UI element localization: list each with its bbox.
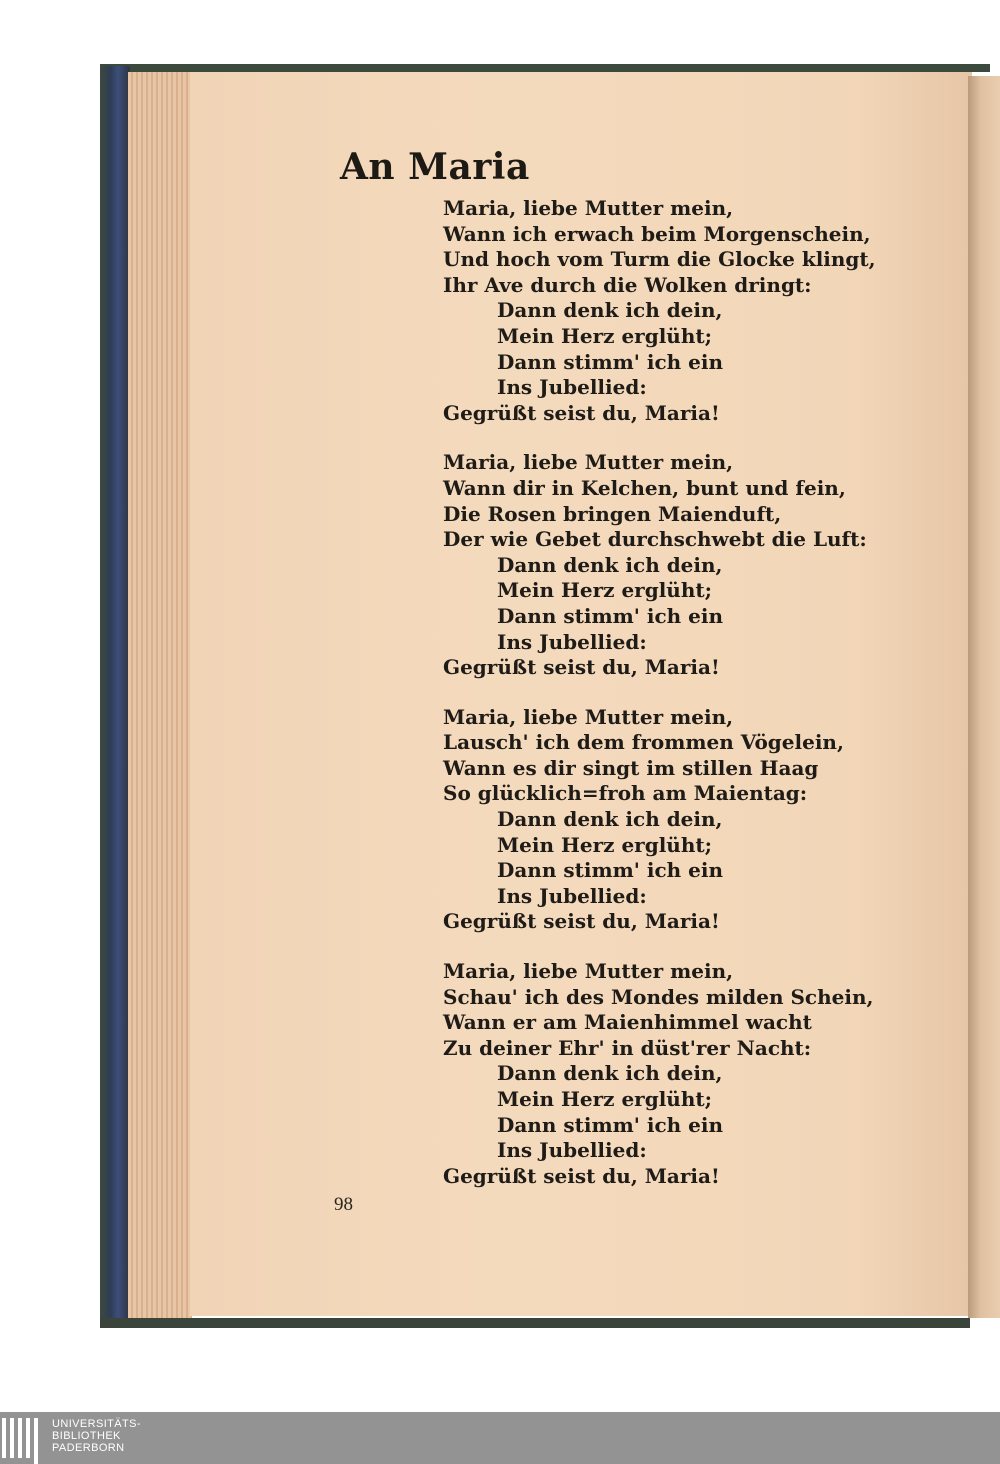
verse-line: Wann dir in Kelchen, bunt und fein, — [443, 475, 846, 500]
verse-line: Lausch' ich dem frommen Vögelein, — [443, 730, 844, 755]
verse-line: Zu deiner Ehr' in düst'rer Nacht: — [443, 1035, 812, 1060]
refrain-line: Ins Jubellied: — [497, 1138, 647, 1163]
verse-line: Gegrüßt seist du, Maria! — [443, 909, 720, 934]
refrain-line: Dann stimm' ich ein — [497, 858, 723, 883]
logo-line: BIBLIOTHEK — [52, 1430, 121, 1442]
refrain-line: Ins Jubellied: — [497, 629, 647, 654]
refrain-line: Dann stimm' ich ein — [497, 603, 723, 628]
facing-page-edge — [968, 76, 1000, 1318]
book-cover-bottom-edge — [100, 1318, 970, 1328]
refrain-line: Mein Herz erglüht; — [497, 1087, 712, 1111]
refrain-line: Ins Jubellied: — [497, 375, 647, 400]
verse-line: Maria, liebe Mutter mein, — [443, 196, 734, 220]
poem-body — [443, 196, 943, 1213]
verse-line: Maria, liebe Mutter mein, — [443, 704, 734, 729]
page-stack-edge — [128, 72, 192, 1318]
library-footer — [0, 1412, 1000, 1464]
page-number: 98 — [334, 1194, 353, 1215]
refrain-line: Dann denk ich dein, — [497, 807, 723, 832]
verse-line: Gegrüßt seist du, Maria! — [443, 655, 720, 680]
logo-line: UNIVERSITÄTS- — [52, 1418, 141, 1430]
book-cover-top-edge — [100, 64, 990, 72]
verse-line: Der wie Gebet durchschwebt die Luft: — [443, 527, 867, 552]
verse-line: Schau' ich des Mondes milden Schein, — [443, 984, 874, 1009]
refrain-line: Dann denk ich dein, — [497, 1061, 723, 1086]
verse-line: Ihr Ave durch die Wolken dringt: — [443, 272, 812, 297]
verse-line: Maria, liebe Mutter mein, — [443, 450, 734, 475]
library-logo-icon — [0, 1418, 44, 1458]
verse-line: Die Rosen bringen Maienduft, — [443, 501, 782, 526]
poem-title: An Maria — [340, 146, 530, 188]
refrain-line: Dann stimm' ich ein — [497, 349, 723, 374]
stanza — [443, 196, 943, 426]
refrain-line: Ins Jubellied: — [497, 883, 647, 908]
verse-line: Wann es dir singt im stillen Haag — [443, 755, 819, 780]
refrain-line: Dann stimm' ich ein — [497, 1112, 723, 1137]
refrain-line: Mein Herz erglüht; — [497, 578, 712, 603]
verse-line: Und hoch vom Turm die Glocke klingt, — [443, 247, 876, 272]
verse-line: Wann er am Maienhimmel wacht — [443, 1010, 812, 1035]
refrain-line: Dann denk ich dein, — [497, 552, 723, 577]
stanza — [443, 959, 943, 1189]
verse-line: Wann ich erwach beim Morgenschein, — [443, 221, 871, 246]
refrain-line: Mein Herz erglüht; — [497, 323, 712, 348]
verse-line: Gegrüßt seist du, Maria! — [443, 400, 720, 425]
verse-line: Maria, liebe Mutter mein, — [443, 959, 734, 984]
stanza — [443, 450, 943, 680]
refrain-line: Mein Herz erglüht; — [497, 832, 712, 857]
logo-line: PADERBORN — [52, 1442, 125, 1454]
verse-line: So glücklich=froh am Maientag: — [443, 781, 808, 806]
stanza — [443, 705, 943, 935]
verse-line: Gegrüßt seist du, Maria! — [443, 1163, 720, 1188]
library-logo-text — [52, 1418, 141, 1454]
refrain-line: Dann denk ich dein, — [497, 298, 723, 323]
marbled-cover-edge — [100, 66, 130, 1328]
